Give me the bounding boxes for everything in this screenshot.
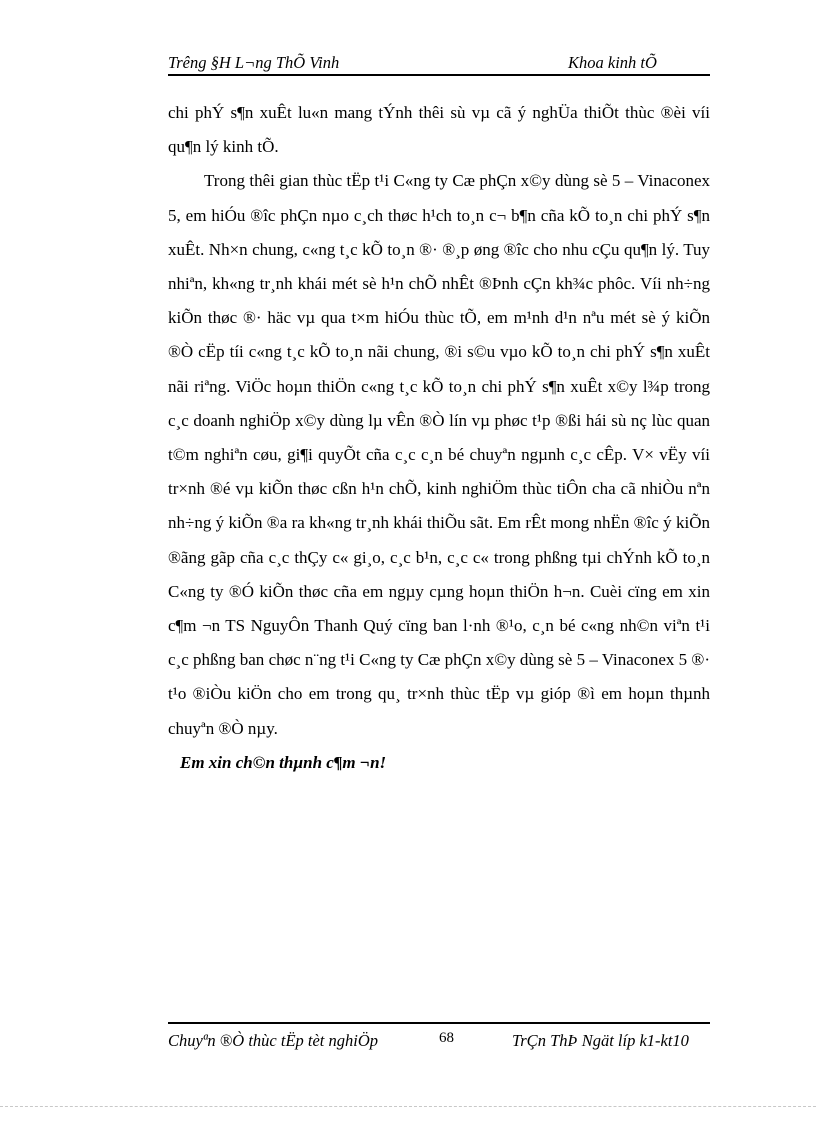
body-paragraph-1: chi phÝ s¶n xuÊt lu«n mang tÝnh thêi sù vµ cã ý nghÜa thiÕt thùc ®èi víi qu¶n lý kinh tÕ. bbox=[168, 103, 710, 157]
body-paragraph-2: Trong thêi gian thùc tËp t¹i C«ng ty Cæ phÇn x©y dùng sè 5 – Vinaconex 5, em hiÓu ®îc phÇn nµo c¸ch thøc h¹ch to¸n c¬ b¶n cña kÕ to¸n chi phÝ s¶n xuÊt. Nh×n chung, c«ng t¸c kÕ to¸n ®· ®¸p øng ®îc cho nhu cÇu qu¶n lý. Tuy nhiªn, kh«ng tr¸nh khái mét sè h¹n chÕ nhÊt ®Þnh cÇn kh¾c phôc. Víi nh÷ng kiÕn thøc ®· häc vµ qua t×m hiÓu thùc tÕ, em m¹nh d¹n nªu mét sè ý kiÕn ®Ò cËp tíi c«ng t¸c kÕ to¸n nãi chung, ®i s©u vµo kÕ to¸n chi phÝ s¶n xuÊt nãi riªng. ViÖc hoµn thiÖn c«ng t¸c kÕ to¸n chi phÝ s¶n xuÊt x©y l¾p trong c¸c doanh nghiÖp x©y dùng lµ vÊn ®Ò lín vµ phøc t¹p ®ßi hái sù nç lùc quan t©m nghiªn cøu, gi¶i quyÕt cña c¸c c¸n bé chuyªn ngµnh c¸c cÊp. V× vËy víi tr×nh ®é vµ kiÕn thøc cßn h¹n chÕ, kinh nghiÖm thùc tiÔn cha cã nhiÒu nªn nh÷ng ý kiÕn ®a ra kh«ng tr¸nh khái thiÕu sãt. Em rÊt mong nhËn ®îc ý kiÕn ®ãng gãp cña c¸c thÇy c« gi¸o, c¸c b¹n, c¸c c« trong phßng tµi chÝnh kÕ to¸n C«ng ty ®Ó kiÕn thøc cña em ngµy cµng hoµn thiÖn h¬n. Cuèi cïng em xin c¶m ¬n TS NguyÔn Thanh Quý cïng ban l·nh ®¹o, c¸n bé c«ng nh©n viªn t¹i c¸c phßng ban chøc n¨ng t¹i C«ng ty Cæ phÇn x©y dùng sè 5 – Vinaconex 5 ®· t¹o ®iÒu kiÖn cho em trong qu¸ tr×nh thùc tËp vµ gióp ®ì em hoµn thµnh chuyªn ®Ò nµy. bbox=[168, 171, 710, 738]
page-edge-divider bbox=[0, 1106, 816, 1107]
page-header bbox=[168, 52, 710, 76]
header-school: Trêng §H L¬ng ThÕ Vinh bbox=[168, 53, 340, 72]
document-body bbox=[168, 96, 710, 780]
closing-line: Em xin ch©n thµnh c¶m ¬n! bbox=[180, 752, 387, 772]
page-footer bbox=[168, 1022, 710, 1078]
header-faculty: Khoa kinh tÕ bbox=[568, 53, 657, 72]
footer-thesis-title: Chuyªn ®Ò thùc tËp tèt nghiÖp bbox=[168, 1031, 379, 1050]
page-number: 68 bbox=[439, 1030, 454, 1046]
footer-author: TrÇn ThÞ Ngät líp k1-kt10 bbox=[512, 1031, 689, 1050]
